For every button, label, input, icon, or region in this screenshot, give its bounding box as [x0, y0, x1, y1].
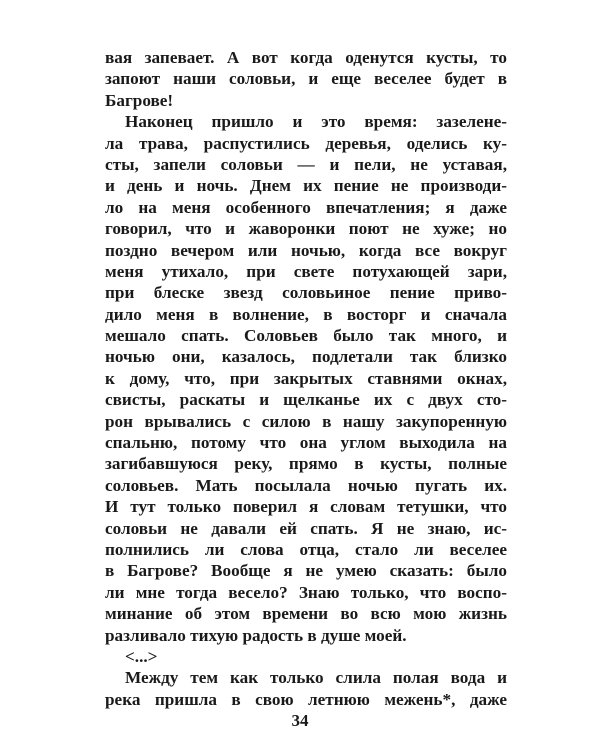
text-line: минание об этом времени во всю мою жизнь	[105, 604, 507, 624]
text-line: Багрове!	[105, 90, 174, 110]
text-line: <...>	[125, 646, 158, 666]
text-line: сты, запели соловьи — и пели, не уставая,	[105, 154, 507, 174]
text-line: меня утихало, при свете потухающей зари,	[105, 261, 507, 281]
text-line: полнились ли слова отца, стало ли веселее	[105, 539, 507, 559]
text-line: запоют наши соловьи, и еще веселее будет в	[105, 69, 507, 89]
text-line: река пришла в свою летнюю межень*, даже	[105, 689, 507, 709]
text-line: к дому, что, при закрытых ставнями окнах,	[105, 368, 507, 388]
text-line: при блеске звезд соловьиное пение приво-	[105, 283, 507, 303]
text-line: говорил, что и жаворонки поют не хуже; но	[105, 219, 507, 239]
text-line: разливало тихую радость в душе моей.	[105, 625, 407, 645]
text-line: спальню, потому что она углом выходила на	[105, 433, 507, 453]
text-line: загибавшуюся реку, прямо в кусты, полные	[105, 454, 507, 474]
page-number: 34	[291, 711, 309, 730]
text-line: свисты, раскаты и щелканье их с двух сто-	[105, 390, 507, 410]
text-line: ли мне тогда весело? Знаю только, что воспо-	[105, 582, 507, 602]
text-line: в Багрове? Вообще я не умею сказать: было	[105, 561, 507, 581]
text-line: ночью они, казалось, подлетали так близко	[105, 347, 507, 367]
text-line: дило меня в волнение, в восторг и сначала	[105, 304, 507, 324]
text-line: поздно вечером или ночью, когда все вокруг	[105, 240, 507, 260]
text-line: мешало спать. Соловьев было так много, и	[105, 326, 507, 346]
text-line: соловьев. Мать посылала ночью пугать их.	[105, 475, 507, 495]
text-line: Между тем как только слила полая вода и	[125, 668, 507, 688]
text-line: ла трава, распустились деревья, оделись ку-	[105, 133, 507, 153]
book-page-text	[105, 47, 507, 710]
text-line: вая запевает. А вот когда оденутся кусты, то	[105, 48, 507, 67]
text-line: ло на меня особенного впечатления; я даже	[105, 197, 507, 217]
text-line: рон врывались с силою в нашу закупоренную	[105, 411, 507, 431]
text-line: соловьи не давали ей спать. Я не знаю, ис-	[105, 518, 507, 538]
text-line: и день и ночь. Днем их пение не производи-	[105, 176, 507, 196]
text-line: И тут только поверил я словам тетушки, что	[105, 497, 507, 517]
text-line: Наконец пришло и это время: зазелене-	[125, 112, 507, 132]
